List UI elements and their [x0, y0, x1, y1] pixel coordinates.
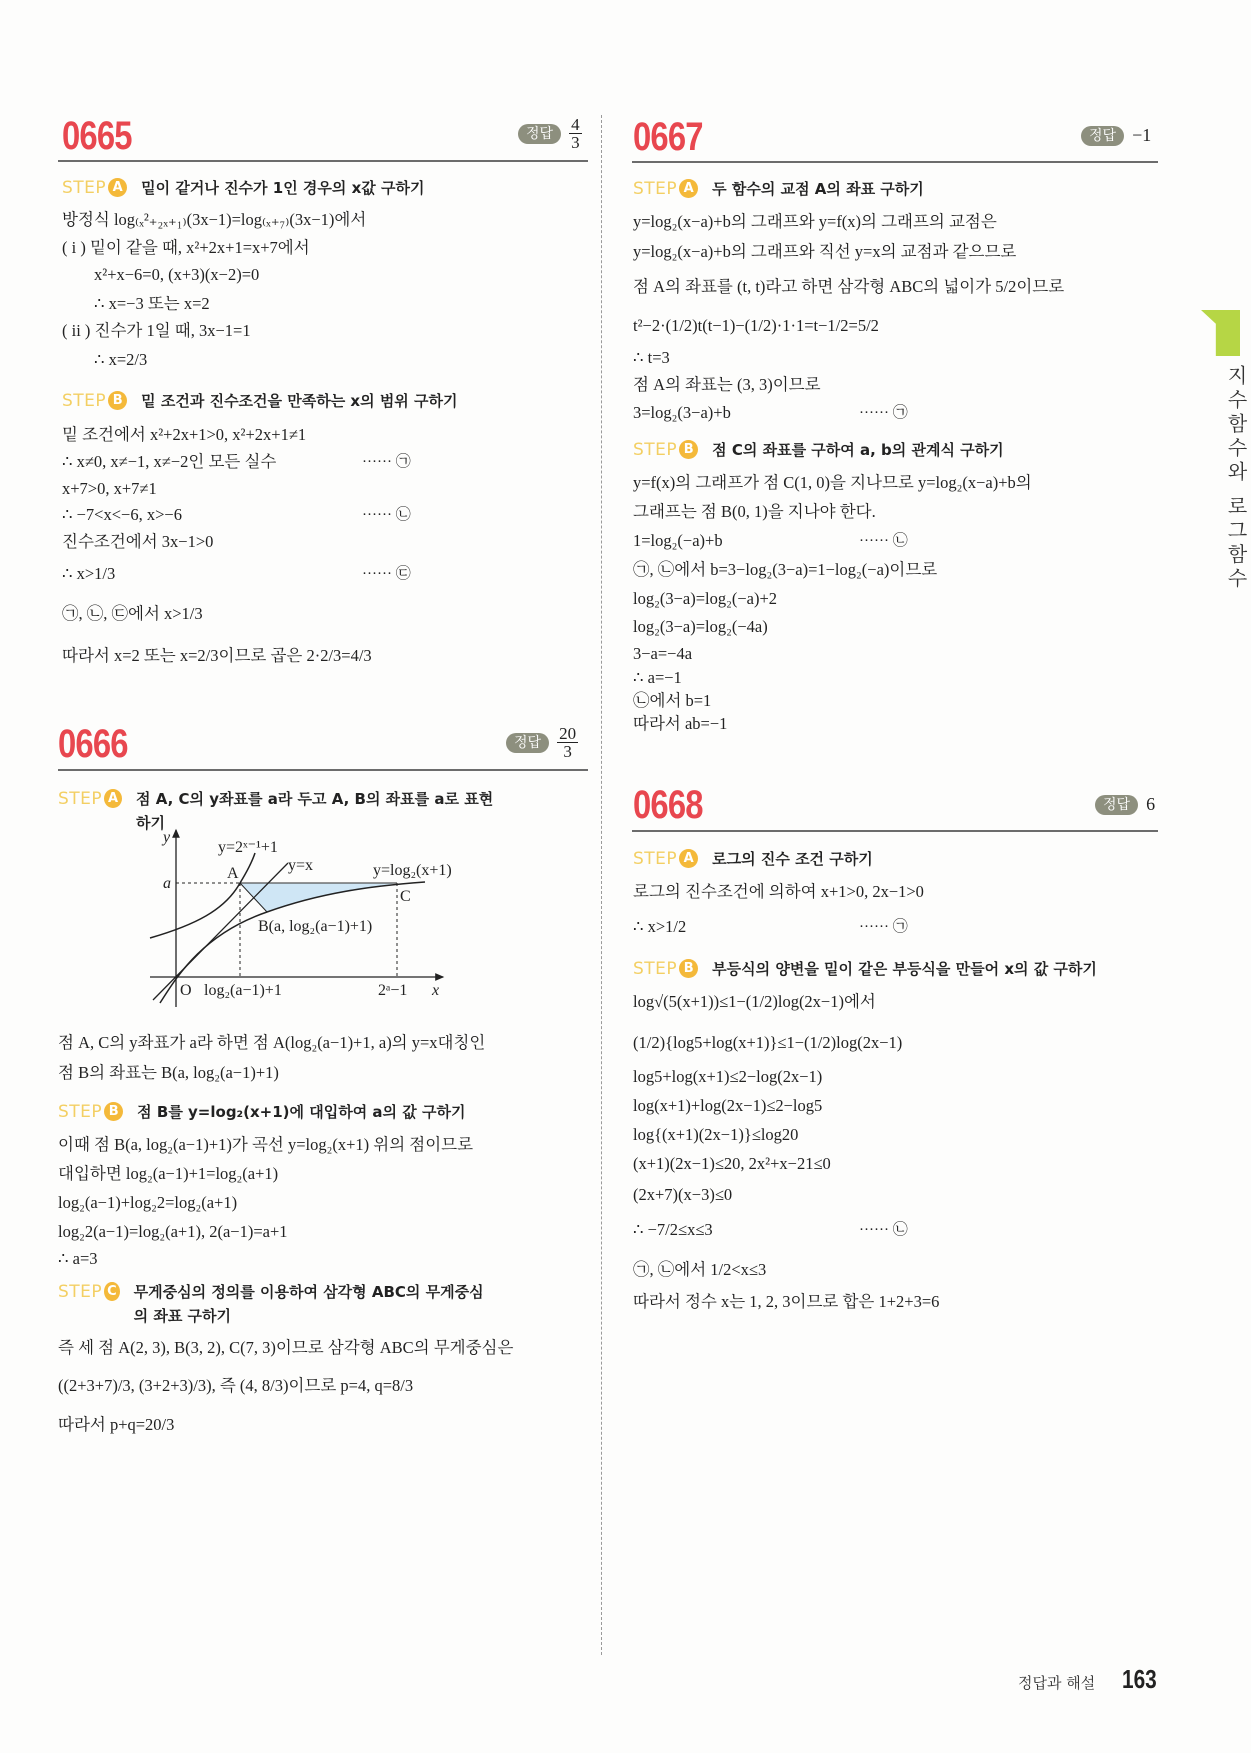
answer-value: 6	[1146, 794, 1156, 814]
solution-line: log₂(3−a)=log₂(−4a)	[633, 617, 768, 636]
solution-line: 따라서 x=2 또는 x=2/3이므로 곱은 2·2/3=4/3	[62, 646, 372, 665]
graph-log-label: y=log₂(x+1)	[373, 862, 452, 879]
answer-denominator: 3	[563, 742, 572, 761]
solution-line: 따라서 p+q=20/3	[58, 1415, 175, 1434]
step-letter-icon: B	[108, 391, 127, 410]
answer-denominator: 3	[571, 133, 580, 152]
solution-line: ㉠, ㉡에서 1/2<x≤3	[633, 1260, 767, 1279]
equation-marker: ······ ㉢	[362, 566, 411, 582]
graph-point-b: B(a, log₂(a−1)+1)	[258, 918, 373, 935]
step-title: 밑 조건과 진수조건을 만족하는 x의 범위 구하기	[141, 392, 458, 410]
graph-x-tick-2: 2ᵃ−1	[378, 982, 408, 999]
step-word: STEP	[633, 959, 678, 979]
step-letter-icon: C	[104, 1282, 119, 1301]
solution-line: ∴ −7<x<−6, x>−6	[62, 505, 182, 524]
solution-line: 점 A의 좌표는 (3, 3)이므로	[633, 375, 821, 394]
step-title: 점 C의 좌표를 구하여 a, b의 관계식 구하기	[712, 441, 1004, 459]
solution-line: x+7>0, x+7≠1	[62, 479, 157, 498]
solution-line: 즉 세 점 A(2, 3), B(3, 2), C(7, 3)이므로 삼각형 ABC의 무게중심은	[58, 1338, 514, 1357]
solution-line: 3=log₂(3−a)+b	[633, 403, 731, 422]
step-letter-icon: A	[679, 849, 698, 868]
answer-badge: 정답	[506, 733, 549, 753]
solution-line: (2x+7)(x−3)≤0	[633, 1185, 733, 1204]
solution-line: ( ii ) 진수가 1일 때, 3x−1=1	[62, 321, 251, 340]
step-title: 밑이 같거나 진수가 1인 경우의 x값 구하기	[141, 179, 425, 197]
answer-badge: 정답	[518, 124, 561, 144]
solution-line: ( i ) 밑이 같을 때, x²+2x+1=x+7에서	[62, 238, 310, 257]
step-title: 두 함수의 교점 A의 좌표 구하기	[712, 180, 924, 198]
solution-line: y=log₂(x−a)+b의 그래프와 y=f(x)의 그래프의 교점은	[633, 212, 997, 231]
solution-line: log₂(3−a)=log₂(−a)+2	[633, 589, 778, 608]
graph-x-tick-1: log₂(a−1)+1	[204, 982, 282, 999]
equation-marker: ······ ㉡	[859, 1222, 908, 1238]
solution-line: y=log₂(x−a)+b의 그래프와 직선 y=x의 교점과 같으므로	[633, 242, 1017, 261]
solution-line: 밑 조건에서 x²+2x+1>0, x²+2x+1≠1	[62, 425, 307, 444]
graph-yx-label: y=x	[288, 857, 314, 874]
solution-line: log(x+1)+log(2x−1)≤2−log5	[633, 1096, 823, 1115]
solution-line: ((2+3+7)/3, (3+2+3)/3), 즉 (4, 8/3)이므로 p=4, q=8/3	[58, 1376, 414, 1395]
solution-line: 방정식 log₍ₓ²₊₂ₓ₊₁₎(3x−1)=log₍ₓ₊₇₎(3x−1)에서	[62, 210, 367, 229]
answer-numerator: 20	[559, 724, 577, 743]
step-word: STEP	[58, 1282, 103, 1302]
answer-numerator: 4	[571, 115, 580, 134]
solution-line: 이때 점 B(a, log₂(a−1)+1)가 곡선 y=log₂(x+1) 위의 점이므로	[58, 1135, 474, 1154]
solution-line: ∴ x>1/2	[633, 917, 687, 936]
chapter-title: 지수함수와 로그함수	[1224, 365, 1248, 592]
solution-line: log√(5(x+1))≤1−(1/2)log(2x−1)에서	[633, 992, 876, 1011]
problem-number: 0668	[633, 783, 703, 827]
solution-line: log₂2(a−1)=log₂(a+1), 2(a−1)=a+1	[58, 1222, 288, 1241]
step-word: STEP	[62, 391, 107, 411]
answer-badge: 정답	[1081, 126, 1124, 146]
graph-a-label: a	[163, 875, 171, 892]
equation-marker: ······ ㉠	[859, 919, 908, 935]
graph-point-c: C	[400, 888, 411, 905]
equation-marker: ······ ㉠	[362, 454, 411, 470]
step-letter-icon: A	[104, 789, 122, 808]
solution-line: ㉠, ㉡에서 b=3−log₂(3−a)=1−log₂(−a)이므로	[633, 560, 938, 579]
step-letter-icon: A	[679, 179, 698, 198]
solution-line: 점 A, C의 y좌표가 a라 하면 점 A(log₂(a−1)+1, a)의 y=x대칭인	[58, 1033, 486, 1052]
problem-number: 0666	[58, 722, 128, 766]
solution-line: log{(x+1)(2x−1)}≤log20	[633, 1125, 799, 1144]
solution-line: ∴ −7/2≤x≤3	[633, 1220, 713, 1239]
solution-line: ∴ a=3	[58, 1249, 98, 1268]
solution-line: ∴ x≠0, x≠−1, x≠−2인 모든 실수	[62, 452, 277, 471]
solution-line: 대입하면 log₂(a−1)+1=log₂(a+1)	[58, 1164, 279, 1183]
solution-line: 로그의 진수조건에 의하여 x+1>0, 2x−1>0	[633, 882, 924, 901]
problem-number: 0667	[633, 115, 703, 159]
solution-line: ∴ a=−1	[633, 668, 682, 687]
solution-line: log₂(a−1)+log₂2=log₂(a+1)	[58, 1193, 238, 1212]
equation-marker: ······ ㉡	[362, 507, 411, 523]
solution-line: ㉡에서 b=1	[633, 691, 712, 710]
graph-x-label: x	[432, 982, 440, 999]
step-word: STEP	[633, 849, 678, 869]
step-word: STEP	[62, 178, 107, 198]
step-title: 로그의 진수 조건 구하기	[712, 850, 873, 868]
step-letter-icon: B	[104, 1102, 123, 1121]
solution-line: log5+log(x+1)≤2−log(2x−1)	[633, 1067, 823, 1086]
problem-number: 0665	[62, 114, 132, 158]
graph-exp-label: y=2ˣ⁻¹+1	[218, 839, 278, 856]
solution-line: 점 B의 좌표는 B(a, log₂(a−1)+1)	[58, 1063, 279, 1082]
equation-marker: ······ ㉠	[859, 405, 908, 421]
step-letter-icon: B	[679, 959, 698, 978]
step-letter-icon: A	[108, 178, 127, 197]
step-word: STEP	[58, 1102, 103, 1122]
solution-line: ∴ x=−3 또는 x=2	[94, 294, 210, 313]
step-title: 점 B를 y=log₂(x+1)에 대입하여 a의 값 구하기	[137, 1103, 466, 1121]
step-word: STEP	[633, 440, 678, 460]
graph-y-label: y	[163, 829, 171, 846]
solution-line: 1=log₂(−a)+b	[633, 531, 723, 550]
solution-line: 그래프는 점 B(0, 1)을 지나야 한다.	[633, 502, 876, 521]
solution-line: 따라서 ab=−1	[633, 714, 728, 733]
step-title: 점 A, C의 y좌표를 a라 두고 A, B의 좌표를 a로 표현하기	[135, 790, 494, 832]
solution-line: ㉠, ㉡, ㉢에서 x>1/3	[62, 604, 203, 623]
solution-line: t²−2·(1/2)t(t−1)−(1/2)·1·1=t−1/2=5/2	[633, 316, 879, 335]
answer-value: −1	[1132, 125, 1152, 145]
step-title: 무게중심의 정의를 이용하여 삼각형 ABC의 무게중심의 좌표 구하기	[133, 1283, 484, 1325]
solution-line: 따라서 정수 x는 1, 2, 3이므로 합은 1+2+3=6	[633, 1292, 940, 1311]
step-word: STEP	[58, 789, 103, 809]
answer-badge: 정답	[1095, 795, 1138, 815]
exp-curve	[150, 853, 255, 938]
solution-line: 진수조건에서 3x−1>0	[62, 532, 214, 551]
solution-line: ∴ x=2/3	[94, 350, 148, 369]
solution-line: ∴ x>1/3	[62, 564, 116, 583]
step-title: 부등식의 양변을 밑이 같은 부등식을 만들어 x의 값 구하기	[712, 960, 1097, 978]
solution-line: y=f(x)의 그래프가 점 C(1, 0)을 지나므로 y=log₂(x−a)+b의	[633, 473, 1032, 492]
solution-line: (1/2){log5+log(x+1)}≤1−(1/2)log(2x−1)	[633, 1033, 903, 1052]
graph-origin-label: O	[180, 982, 192, 999]
solution-line: (x+1)(2x−1)≤20, 2x²+x−21≤0	[633, 1154, 831, 1173]
graph-point-a: A	[227, 865, 239, 882]
solution-line: x²+x−6=0, (x+3)(x−2)=0	[94, 265, 260, 284]
step-word: STEP	[633, 179, 678, 199]
footer-label: 정답과 해설	[1018, 1674, 1096, 1692]
solution-line: 점 A의 좌표를 (t, t)라고 하면 삼각형 ABC의 넓이가 5/2이므로	[633, 277, 1065, 296]
page-number: 163	[1122, 1664, 1157, 1694]
equation-marker: ······ ㉡	[859, 533, 908, 549]
solution-line: ∴ t=3	[633, 348, 670, 367]
solution-line: 3−a=−4a	[633, 644, 693, 663]
step-letter-icon: B	[679, 440, 698, 459]
